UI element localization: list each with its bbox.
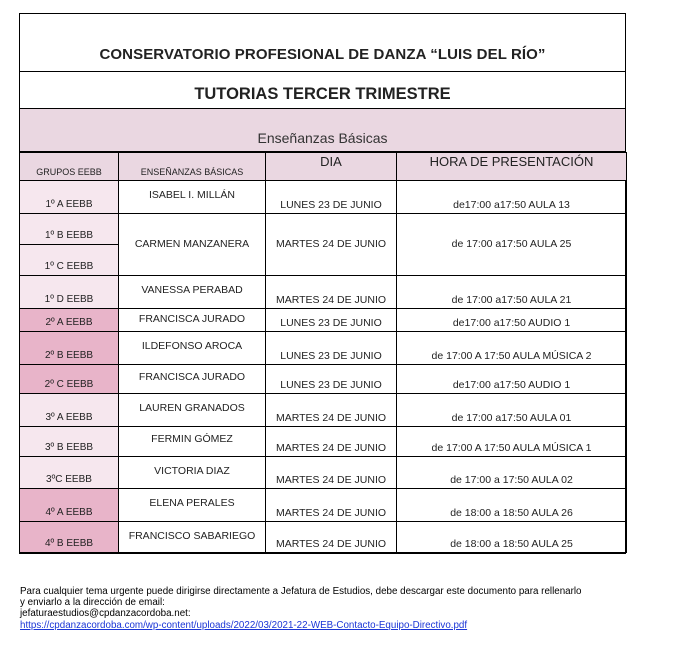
tutor-cell: FERMIN GÓMEZ [119, 427, 266, 457]
section-title: Enseñanzas Básicas [257, 130, 388, 146]
tutor-cell: FRANCISCA JURADO [119, 365, 266, 394]
table-row [20, 489, 627, 522]
day-cell: LUNES 23 DE JUNIO [266, 309, 397, 332]
table-row [20, 276, 627, 309]
time-cell: de 17:00 A 17:50 AULA MÚSICA 1 [397, 427, 627, 457]
column-header-groups: GRUPOS EEBB [20, 153, 119, 181]
group-cell: 1º D EEBB [20, 276, 119, 309]
tutor-cell: LAUREN GRANADOS [119, 394, 266, 427]
table-row [20, 332, 627, 365]
group-cell: 3º A EEBB [20, 394, 119, 427]
day-cell: MARTES 24 DE JUNIO [266, 276, 397, 309]
time-cell: de17:00 a17:50 AUDIO 1 [397, 365, 627, 394]
column-header-time: HORA DE PRESENTACIÓN [397, 153, 627, 181]
table-row [20, 309, 627, 332]
tutor-cell: CARMEN MANZANERA [119, 214, 266, 276]
contact-link[interactable]: https://cpdanzacordoba.com/wp-content/uploads/2022/03/2021-22-WEB-Contacto-Equipo-Directivo.pdf [20, 619, 468, 631]
group-cell: 4º A EEBB [20, 489, 119, 522]
table-row [20, 181, 627, 214]
group-cell: 2º A EEBB [20, 309, 119, 332]
section-header [20, 109, 625, 152]
day-cell: LUNES 23 DE JUNIO [266, 332, 397, 365]
day-cell: MARTES 24 DE JUNIO [266, 457, 397, 489]
day-cell: MARTES 24 DE JUNIO [266, 489, 397, 522]
column-header-teacher: ENSEÑANZAS BÁSICAS [119, 153, 266, 181]
contact-note [20, 586, 670, 631]
tutor-cell: ILDEFONSO AROCA [119, 332, 266, 365]
tutor-cell: ELENA PERALES [119, 489, 266, 522]
tutor-cell: FRANCISCO SABARIEGO [119, 522, 266, 553]
day-cell: MARTES 24 DE JUNIO [266, 214, 397, 276]
school-name: CONSERVATORIO PROFESIONAL DE DANZA “LUIS DEL RÍO” [99, 46, 546, 63]
note-line-1: Para cualquier tema urgente puede dirigirse directamente a Jefatura de Estudios, debe descargar este documento para rellenarlo [20, 586, 582, 597]
time-cell: de 18:00 a 18:50 AULA 25 [397, 522, 627, 553]
tutor-cell: VANESSA PERABAD [119, 276, 266, 309]
tutorias-document [19, 13, 626, 554]
title-header [20, 72, 625, 109]
tutor-cell: VICTORIA DIAZ [119, 457, 266, 489]
time-cell: de 17:00 A 17:50 AULA MÚSICA 2 [397, 332, 627, 365]
table-row [20, 457, 627, 489]
table-row [20, 365, 627, 394]
time-cell: de 18:00 a 18:50 AULA 26 [397, 489, 627, 522]
day-cell: MARTES 24 DE JUNIO [266, 427, 397, 457]
group-cell: 3ºC EEBB [20, 457, 119, 489]
table-row [20, 427, 627, 457]
table-row [20, 394, 627, 427]
time-cell: de17:00 a17:50 AUDIO 1 [397, 309, 627, 332]
note-line-2: y enviarlo a la dirección de email: [20, 597, 165, 609]
time-cell: de17:00 a17:50 AULA 13 [397, 181, 627, 214]
group-cell: 3º B EEBB [20, 427, 119, 457]
day-cell: MARTES 24 DE JUNIO [266, 394, 397, 427]
table-row [20, 214, 627, 245]
group-cell: 1º B EEBB [20, 214, 119, 245]
tutorias-table [19, 152, 627, 553]
group-cell: 1º A EEBB [20, 181, 119, 214]
time-cell: de 17:00 a17:50 AULA 21 [397, 276, 627, 309]
day-cell: LUNES 23 DE JUNIO [266, 181, 397, 214]
school-header [20, 14, 625, 72]
day-cell: LUNES 23 DE JUNIO [266, 365, 397, 394]
tutor-cell: ISABEL I. MILLÁN [119, 181, 266, 214]
page-title: TUTORIAS TERCER TRIMESTRE [194, 85, 451, 103]
tutor-cell: FRANCISCA JURADO [119, 309, 266, 332]
group-cell: 2º B EEBB [20, 332, 119, 365]
table-row [20, 522, 627, 553]
time-cell: de 17:00 a17:50 AULA 01 [397, 394, 627, 427]
column-header-day: DIA [266, 153, 397, 181]
day-cell: MARTES 24 DE JUNIO [266, 522, 397, 553]
time-cell: de 17:00 a17:50 AULA 25 [397, 214, 627, 276]
email-text: jefaturaestudios@cpdanzacordoba.net: [20, 608, 191, 620]
table-header-row [20, 153, 627, 181]
group-cell: 4º B EEBB [20, 522, 119, 553]
time-cell: de 17:00 a 17:50 AULA 02 [397, 457, 627, 489]
group-cell: 2º C EEBB [20, 365, 119, 394]
group-cell: 1º C EEBB [20, 245, 119, 276]
